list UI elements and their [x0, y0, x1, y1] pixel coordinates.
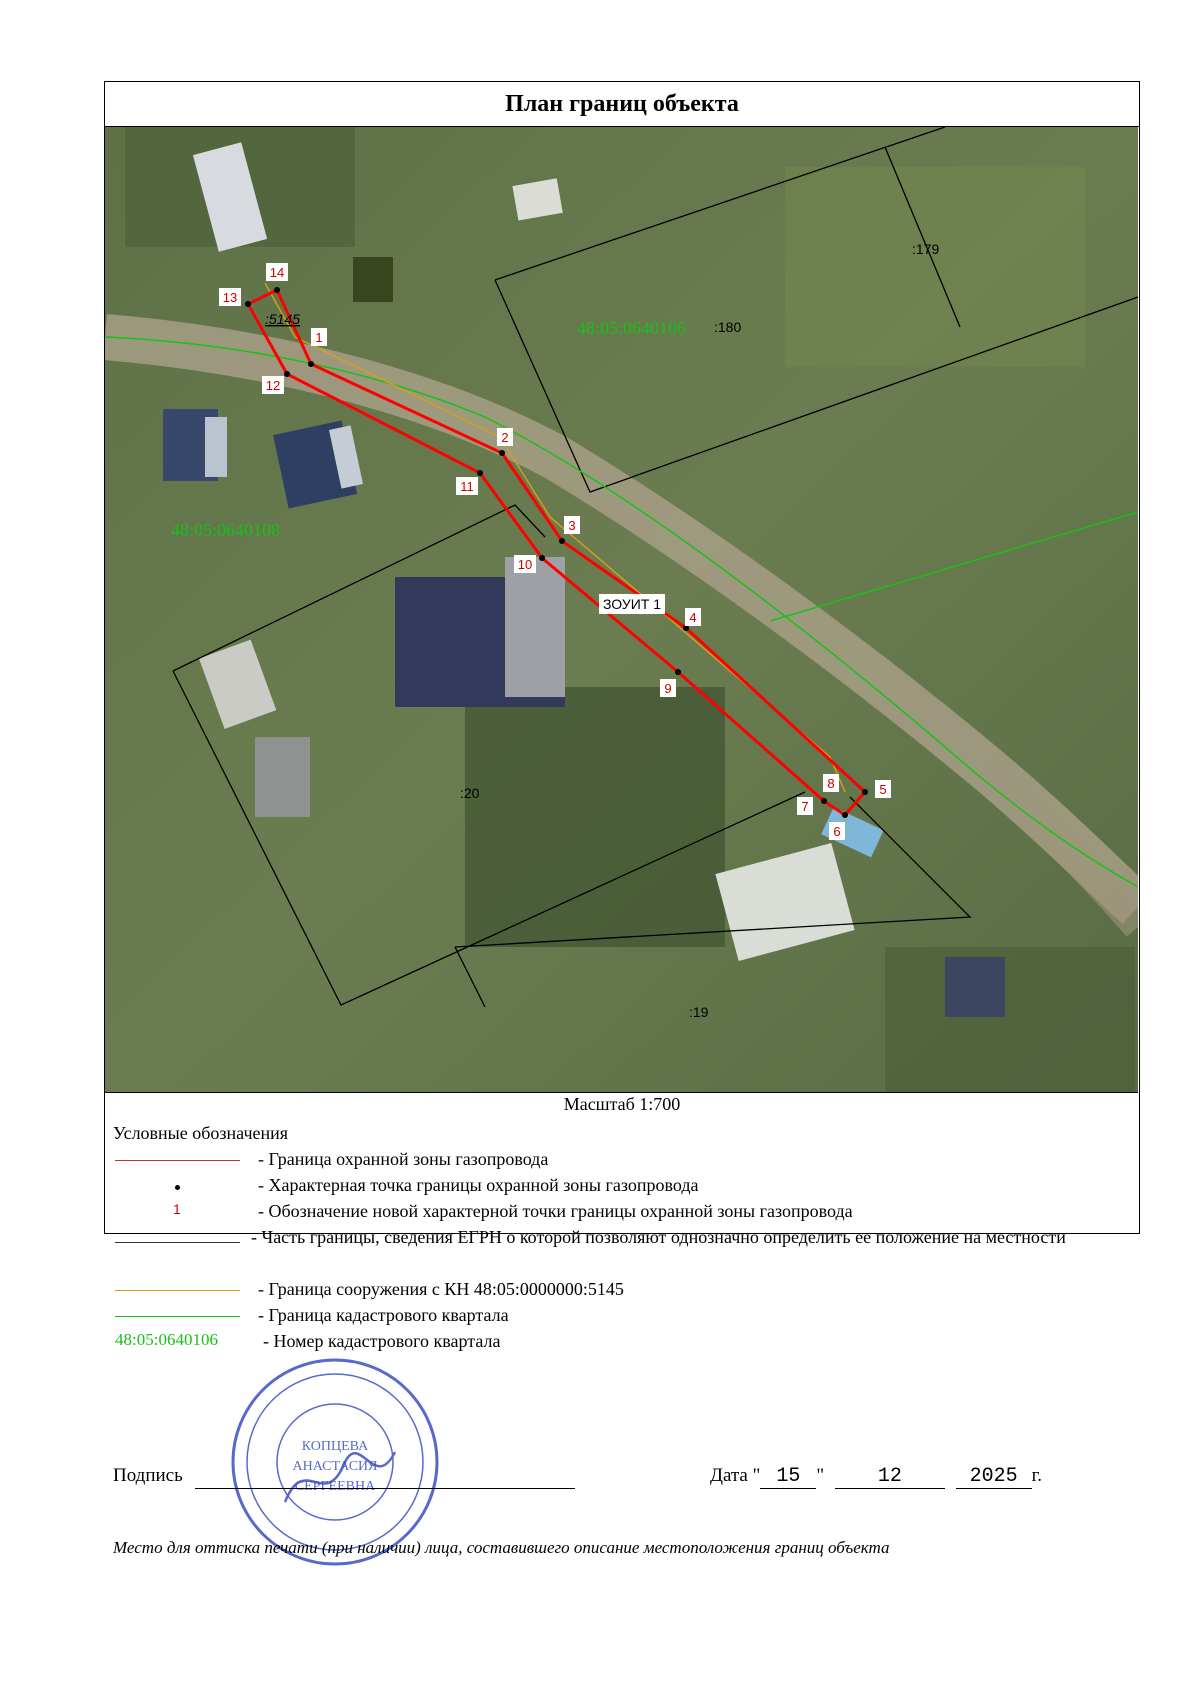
point-label-4: [685, 608, 701, 626]
scale-text: Масштаб 1:700: [563, 1094, 681, 1114]
date-label: Дата: [710, 1465, 748, 1486]
point-3-marker: [559, 538, 565, 544]
point-label-2: [497, 428, 513, 446]
point-label-9: [660, 679, 676, 697]
zone-label: [599, 594, 665, 614]
parcel-label-179: :179: [912, 241, 940, 257]
point-label-12: [262, 376, 284, 394]
map-area: [105, 127, 1138, 1093]
stamp-note: Место для оттиска печати (при наличии) лица, составившего описание местоположения границ объекта: [113, 1538, 890, 1557]
quarter-label-0640108: 48:05:0640108: [171, 520, 281, 540]
parcel-label-180: :180: [714, 319, 742, 335]
signature-line[interactable]: [195, 1488, 575, 1489]
point-label-6: [829, 822, 845, 840]
legend-symbol-number: 1: [173, 1201, 181, 1217]
svg-text:4: 4: [689, 610, 697, 625]
parcel-label-20: :20: [460, 785, 480, 801]
point-6-marker: [842, 812, 848, 818]
building: [945, 957, 1005, 1017]
parcel-label-19: :19: [689, 1004, 709, 1020]
svg-text:2: 2: [501, 430, 509, 445]
document-frame: План границ объекта 1 2 3 4 5 6 7 8 9 10 11 12 13 14 :179 :180 :20 :19 :5145 48:05:0640106 48:05:0640108 ЗОУИТ 1 Масштаб 1:700 Условные обозначения - Граница охранной зоны газопровода - Характерная точка границы охранной зоны газопровода 1 - Обозначение новой характерной точки границы охранной зоны газопровода - Часть границы, сведения ЕГРН о которой позволяют однозначно определить ее положение на местности - Граница сооружения с КН 48:05:0000000:5145 - Граница кадастрового квартала 48:05:0640106 - Номер кадастрового квартала КОПЦЕВА АНАСТАСИЯ СЕРГЕЕВНА Подпись Дата " 15 " 12 2025 г. Место для оттиска печати (при наличии) лица, составившего описание местоположения границ объекта: [104, 81, 1140, 1234]
point-13-marker: [245, 301, 251, 307]
date-year[interactable]: 2025: [956, 1465, 1032, 1489]
point-12-marker: [284, 371, 290, 377]
point-label-10: [514, 555, 536, 573]
point-label-13: [219, 288, 241, 306]
legend-symbol-orange-line: [113, 1278, 248, 1300]
point-10-marker: [539, 555, 545, 561]
point-5-marker: [862, 789, 868, 795]
svg-text:9: 9: [664, 681, 672, 696]
point-label-1: [311, 328, 327, 346]
legend-symbol-red-line: [113, 1148, 248, 1170]
svg-text:ЗОУИТ 1: ЗОУИТ 1: [602, 596, 662, 612]
date-month[interactable]: 12: [835, 1465, 945, 1489]
building: [353, 257, 393, 302]
building: [205, 417, 227, 477]
svg-text:3: 3: [568, 518, 576, 533]
point-11-marker: [477, 470, 483, 476]
point-label-5: [875, 780, 891, 798]
svg-text:8: 8: [827, 776, 835, 791]
point-label-11: [456, 477, 478, 495]
date-block: Дата " 15 " 12 2025 г.: [710, 1465, 1043, 1488]
page-title: План границ объекта: [105, 82, 1139, 127]
svg-text:13: 13: [222, 290, 238, 305]
signature-label: Подпись: [113, 1465, 183, 1486]
legend-symbol-dark-line: [113, 1226, 248, 1248]
svg-text:12: 12: [265, 378, 281, 393]
svg-text:АНАСТАСИЯ: АНАСТАСИЯ: [292, 1459, 378, 1474]
point-8-marker: [821, 798, 827, 804]
svg-text:6: 6: [833, 824, 841, 839]
building: [505, 557, 565, 697]
quarter-label-0640106: 48:05:0640106: [577, 318, 687, 338]
svg-text:КОПЦЕВА: КОПЦЕВА: [301, 1439, 369, 1454]
structure-label: :5145: [265, 311, 301, 327]
legend-symbol-quarter-number: 48:05:0640106: [115, 1330, 218, 1349]
point-1-marker: [308, 361, 314, 367]
legend-heading: Условные обозначения: [113, 1123, 289, 1143]
svg-text:СЕРГЕЕВНА: СЕРГЕЕВНА: [294, 1479, 376, 1494]
point-9-marker: [675, 669, 681, 675]
point-label-14: [266, 263, 288, 281]
legend-symbol-dot: [113, 1174, 248, 1196]
legend-symbol-green-line: [113, 1304, 248, 1326]
date-day[interactable]: 15: [760, 1465, 816, 1489]
svg-text:14: 14: [269, 265, 285, 280]
svg-text:5: 5: [879, 782, 887, 797]
svg-text:11: 11: [460, 479, 474, 494]
svg-text:7: 7: [801, 799, 809, 814]
map-canvas: [105, 127, 1138, 1093]
svg-text:1: 1: [315, 330, 323, 345]
point-2-marker: [499, 450, 505, 456]
point-14-marker: [274, 287, 280, 293]
point-label-7: [797, 797, 813, 815]
building: [255, 737, 310, 817]
point-label-3: [564, 516, 580, 534]
svg-text:10: 10: [517, 557, 533, 572]
point-label-8: [823, 774, 839, 792]
date-suffix: г.: [1031, 1465, 1043, 1486]
